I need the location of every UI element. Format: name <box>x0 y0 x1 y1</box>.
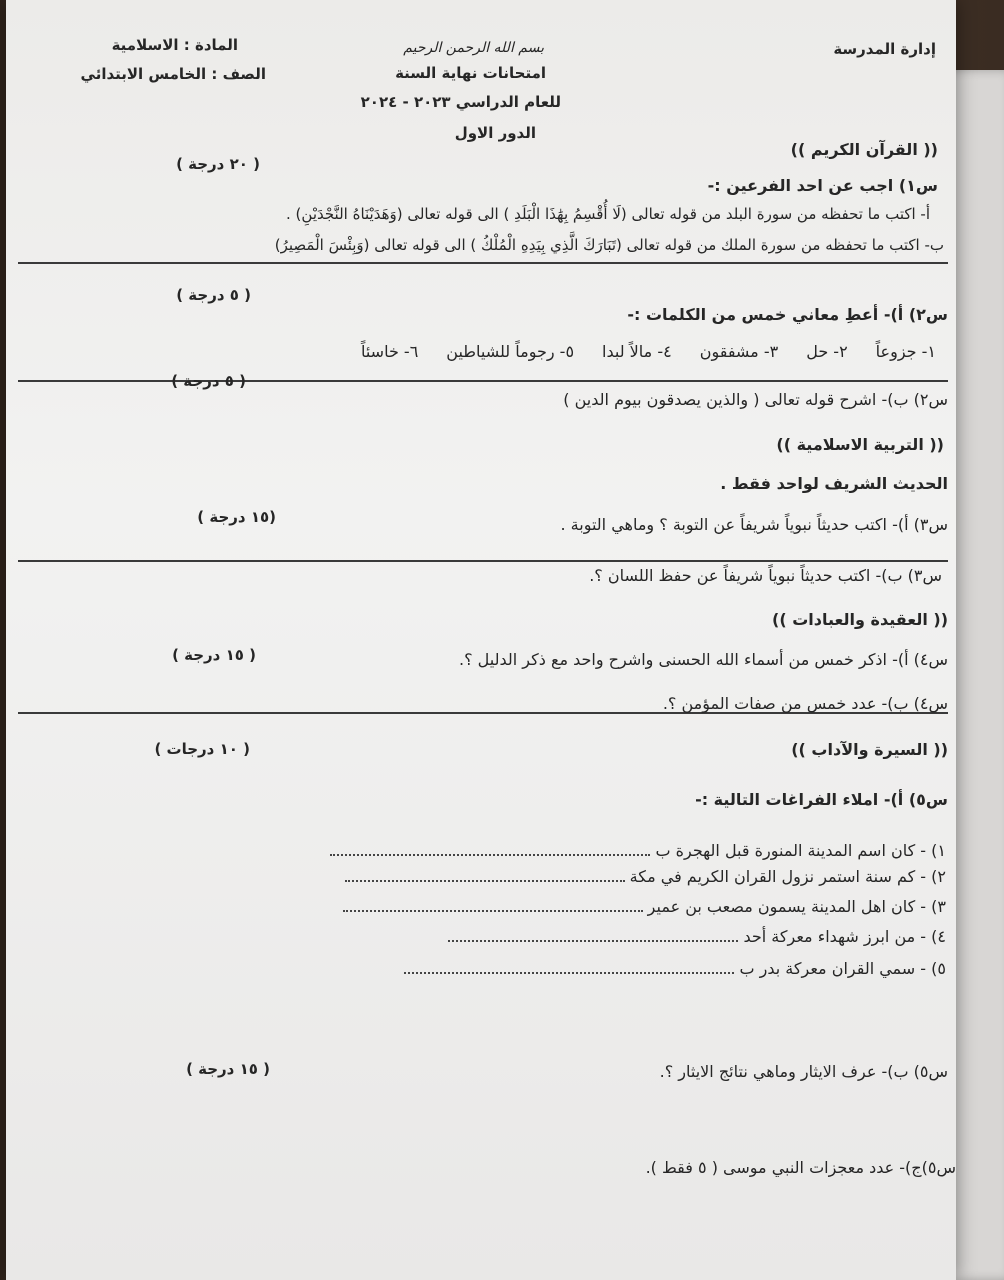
fill-blank-item: ٤) - من ابرز شهداء معركة أحد <box>448 926 946 946</box>
section-heading-islamic-education: (( التربية الاسلامية )) <box>776 435 944 454</box>
exam-title: امتحانات نهاية السنة <box>395 64 546 82</box>
divider-line <box>18 560 948 562</box>
answer-blank[interactable] <box>345 866 625 882</box>
question-5a: س٥) أ)- املاء الفراغات التالية :- <box>695 790 948 809</box>
section-heading-seerah: (( السيرة والآداب )) <box>791 740 948 759</box>
q2b-marks: ( ٥ درجة ) <box>171 372 246 390</box>
word-item: ٥- رجوماً للشياطين <box>446 342 575 361</box>
question-2a: س٢) أ)- أعطِ معاني خمس من الكلمات :- <box>627 305 948 324</box>
question-1a: أ- اكتب ما تحفظه من سورة البلد من قوله تعالى (لَا أُقْسِمُ بِهَٰذَا الْبَلَدِ ) الى قوله تعالى (وَهَدَيْنَاهُ النَّجْدَيْنِ) . <box>286 205 930 223</box>
section-heading-quran: (( القرآن الكريم )) <box>790 140 938 159</box>
question-2b: س٢) ب)- اشرح قوله تعالى ( والذين يصدقون بيوم الدين ) <box>563 390 948 409</box>
word-item: ٣- مشفقون <box>699 342 779 361</box>
q5-marks: ( ١٠ درجات ) <box>154 740 250 758</box>
academic-year: للعام الدراسي ٢٠٢٣ - ٢٠٢٤ <box>360 93 561 111</box>
question-4b: س٤) ب)- عدد خمس من صفات المؤمن ؟. <box>662 694 948 713</box>
fill-blank-item: ٣) - كان اهل المدينة يسمون مصعب بن عمير <box>343 896 946 916</box>
school-admin-label: إدارة المدرسة <box>833 40 936 58</box>
question-3a: س٣) أ)- اكتب حديثاً نبوياً شريفاً عن التوبة ؟ وماهي التوبة . <box>560 515 948 534</box>
answer-blank[interactable] <box>448 926 738 942</box>
question-1b: ب- اكتب ما تحفظه من سورة الملك من قوله تعالى (تَبَارَكَ الَّذِي بِيَدِهِ الْمُلْكُ ) الى قوله تعالى (وَبِئْسَ الْمَصِيرُ) <box>274 236 944 254</box>
fill-blank-item: ٥) - سمي القران معركة بدر ب <box>404 958 946 978</box>
hadith-heading: الحديث الشريف لواحد فقط . <box>720 474 948 493</box>
divider-line <box>18 380 948 382</box>
word-item: ٢- حل <box>806 342 848 361</box>
subject-label: المادة : الاسلامية <box>111 36 238 54</box>
q1-marks: ( ٢٠ درجة ) <box>176 155 260 173</box>
q3-marks: (١٥ درجة ) <box>197 508 276 526</box>
fill-blank-item: ١) - كان اسم المدينة المنورة قبل الهجرة ب <box>330 840 946 860</box>
word-list <box>361 342 936 361</box>
fill-blank-item: ٢) - كم سنة استمر نزول القران الكريم في مكة <box>345 866 946 886</box>
q2a-marks: ( ٥ درجة ) <box>176 286 251 304</box>
question-1: س١) اجب عن احد الفرعين :- <box>707 176 938 195</box>
q4-marks: ( ١٥ درجة ) <box>172 646 256 664</box>
exam-paper <box>6 0 956 1280</box>
grade-label: الصف : الخامس الابتدائي <box>80 65 266 83</box>
basmala: بسم الله الرحمن الرحيم <box>403 40 544 56</box>
question-3b: س٣) ب)- اكتب حديثاً نبوياً شريفاً عن حفظ اللسان ؟. <box>589 566 942 585</box>
answer-blank[interactable] <box>343 896 643 912</box>
question-5c: س٥)ج)- عدد معجزات النبي موسى ( ٥ فقط ). <box>645 1158 956 1177</box>
question-4a: س٤) أ)- اذكر خمس من أسماء الله الحسنى واشرح واحد مع ذكر الدليل ؟. <box>459 650 948 669</box>
exam-session: الدور الاول <box>454 124 536 142</box>
section-heading-aqeedah: (( العقيدة والعبادات )) <box>772 610 948 629</box>
word-item: ١- جزوعاً <box>875 342 936 361</box>
answer-blank[interactable] <box>404 958 734 974</box>
question-5b: س٥) ب)- عرف الايثار وماهي نتائج الايثار ؟. <box>659 1062 948 1081</box>
q5b-marks: ( ١٥ درجة ) <box>186 1060 270 1078</box>
answer-blank[interactable] <box>330 840 650 856</box>
word-item: ٦- خاسئاً <box>360 342 419 361</box>
word-item: ٤- مالاً لبدا <box>602 342 672 361</box>
divider-line <box>18 262 948 264</box>
